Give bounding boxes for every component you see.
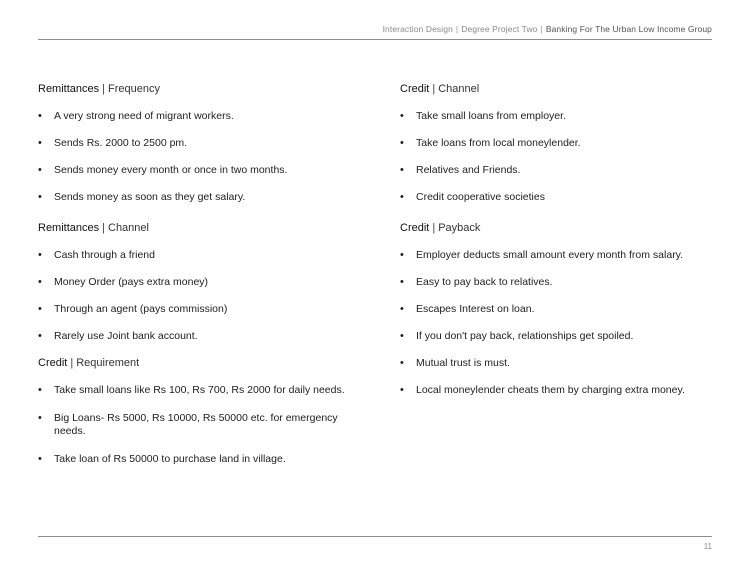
heading-main: Credit: [400, 222, 430, 234]
section-heading: [38, 356, 360, 370]
heading-sub: Payback: [438, 222, 481, 234]
section-credit-channel: [400, 82, 722, 204]
list-item: • Local moneylender cheats them by charging extra money.: [400, 384, 722, 397]
list-item: • Rarely use Joint bank account.: [38, 330, 360, 343]
section-credit-requirement: [38, 356, 360, 466]
footer-divider: [38, 536, 712, 537]
bullet-list: [400, 110, 722, 204]
heading-sub: Requirement: [76, 357, 140, 369]
list-item: • Mutual trust is must.: [400, 357, 722, 370]
list-item: • Take loan of Rs 50000 to purchase land in village.: [38, 453, 360, 466]
bullet-list: [38, 384, 360, 466]
list-item: • Sends money as soon as they get salary.: [38, 191, 360, 204]
heading-main: Credit: [400, 83, 430, 95]
page-header: [383, 24, 712, 34]
bullet-list: [38, 110, 360, 204]
list-item: • Sends money every month or once in two months.: [38, 164, 360, 177]
heading-pipe: |: [70, 357, 74, 369]
heading-sub: Channel: [438, 83, 480, 95]
header-separator: |: [540, 24, 543, 34]
heading-pipe: |: [432, 83, 436, 95]
section-heading: [400, 82, 722, 96]
list-item: • Employer deducts small amount every month from salary.: [400, 249, 722, 262]
left-column: [38, 82, 360, 483]
list-item: • If you don't pay back, relationships get spoiled.: [400, 330, 722, 343]
list-item: • Take loans from local moneylender.: [400, 137, 722, 150]
header-title: Banking For The Urban Low Income Group: [545, 24, 712, 34]
page-number: 11: [703, 542, 712, 551]
heading-main: Credit: [38, 357, 68, 369]
list-item: • Easy to pay back to relatives.: [400, 276, 722, 289]
section-heading: [400, 221, 722, 235]
heading-sub: Frequency: [108, 83, 160, 95]
list-item: • Escapes Interest on loan.: [400, 303, 722, 316]
heading-main: Remittances: [38, 222, 100, 234]
section-heading: [38, 221, 360, 235]
header-project: Degree Project Two: [461, 24, 538, 34]
header-separator: |: [455, 24, 459, 34]
list-item: • Money Order (pays extra money): [38, 276, 360, 289]
section-credit-payback: [400, 221, 722, 397]
list-item: • Take small loans like Rs 100, Rs 700, Rs 2000 for daily needs.: [38, 384, 360, 397]
heading-main: Remittances: [38, 83, 100, 95]
list-item: • Take small loans from employer.: [400, 110, 722, 123]
section-remittances-frequency: [38, 82, 360, 204]
list-item: • Credit cooperative societies: [400, 191, 722, 204]
list-item: • A very strong need of migrant workers.: [38, 110, 360, 123]
header-course: Interaction Design: [382, 24, 453, 34]
heading-sub: Channel: [108, 222, 149, 234]
bullet-list: [400, 249, 722, 397]
heading-pipe: |: [102, 83, 105, 95]
section-remittances-channel: [38, 221, 360, 343]
section-heading: [38, 82, 360, 96]
header-divider: [38, 39, 712, 40]
list-item: • Through an agent (pays commission): [38, 303, 360, 316]
right-column: [400, 82, 722, 414]
heading-pipe: |: [432, 222, 436, 234]
list-item: • Sends Rs. 2000 to 2500 pm.: [38, 137, 360, 150]
list-item: • Relatives and Friends.: [400, 164, 722, 177]
list-item: • Big Loans- Rs 5000, Rs 10000, Rs 50000 etc. for emergency needs.: [38, 412, 360, 438]
bullet-list: [38, 249, 360, 343]
heading-pipe: |: [102, 222, 105, 234]
list-item: • Cash through a friend: [38, 249, 360, 262]
